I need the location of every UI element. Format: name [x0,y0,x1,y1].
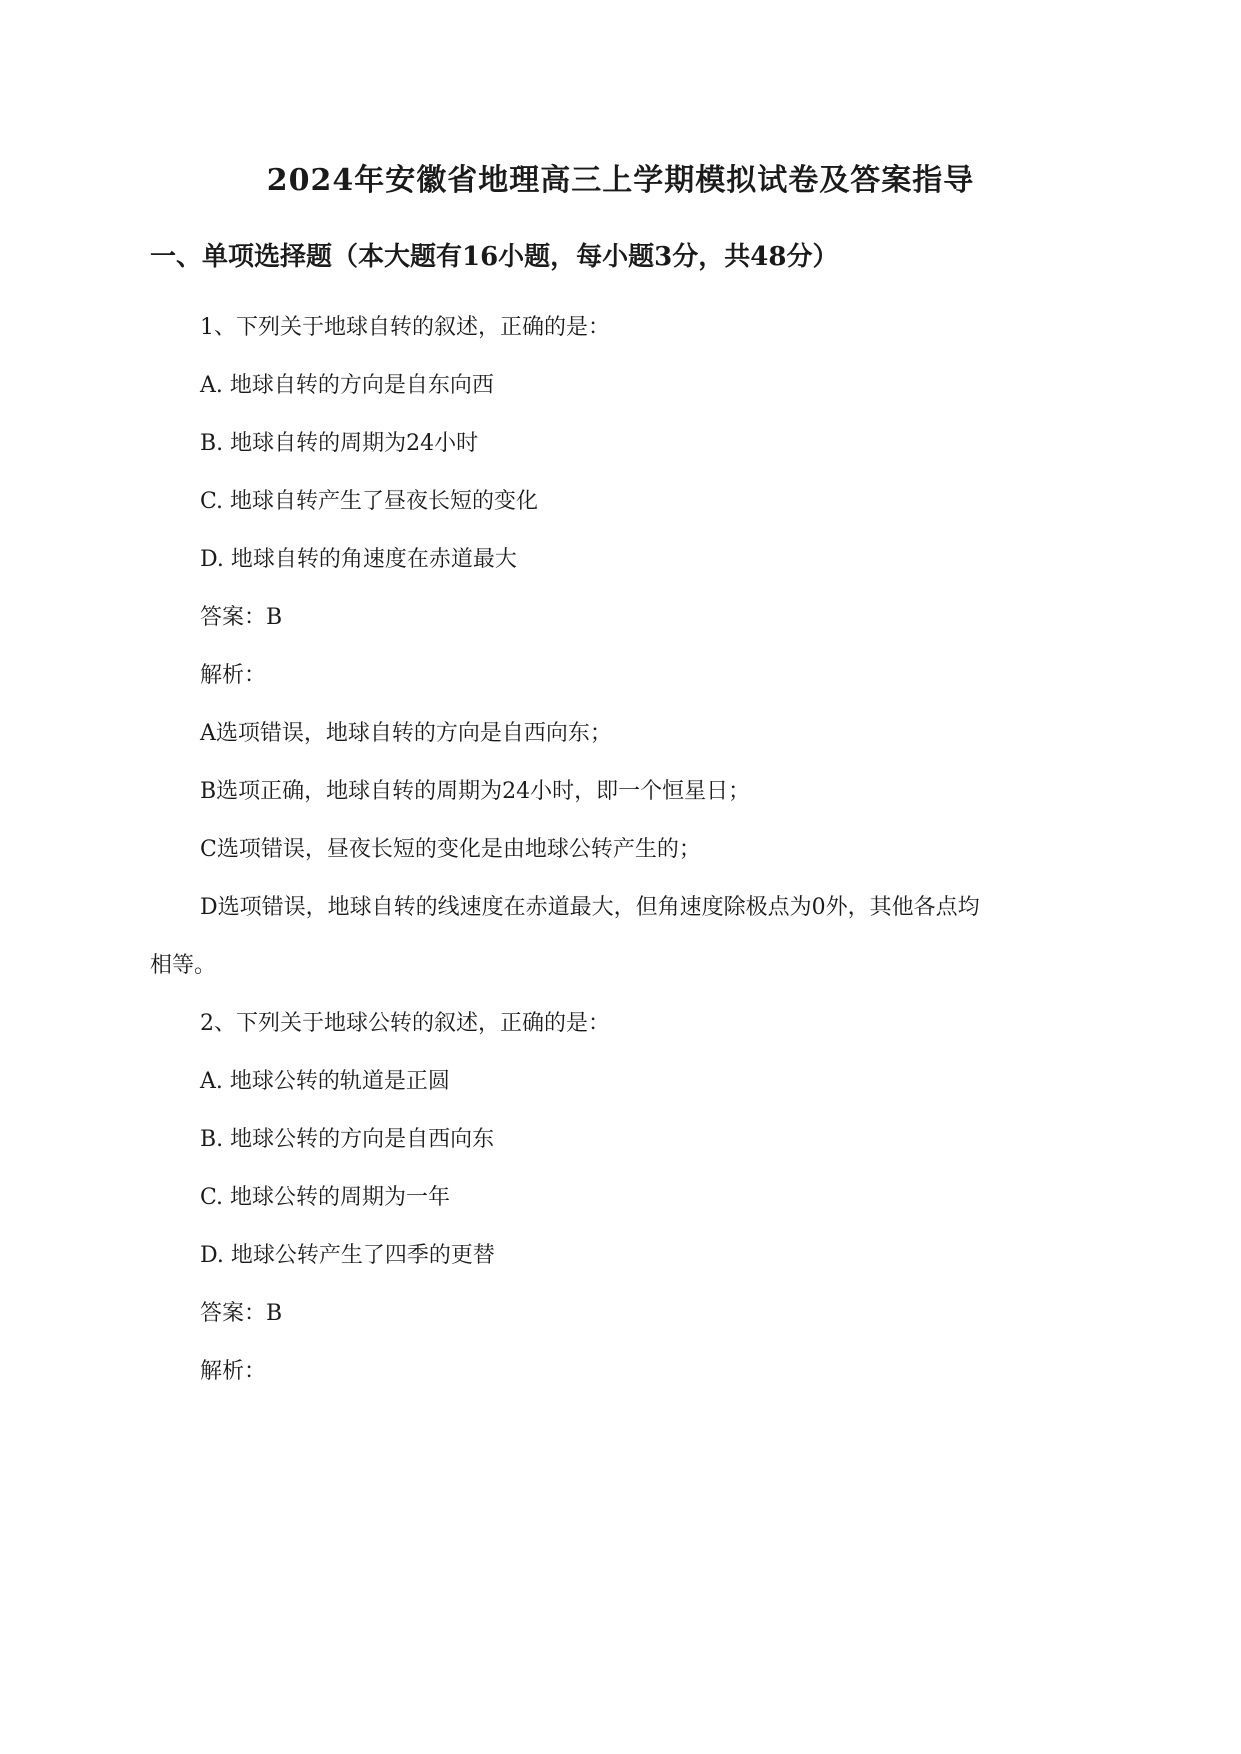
question-1-analysis-line: C选项错误，昼夜长短的变化是由地球公转产生的； [200,837,701,862]
section-heading: 一、单项选择题（本大题有16小题，每小题3分，共48分） [150,242,839,272]
question-2-option-d: D. 地球公转产生了四季的更替 [200,1243,495,1268]
question-1-option-c: C. 地球自转产生了昼夜长短的变化 [200,489,539,514]
question-1-analysis-label: 解析： [200,663,267,688]
question-2-stem: 2、下列关于地球公转的叙述，正确的是： [200,1011,610,1036]
question-1-option-a: A. 地球自转的方向是自东向西 [200,373,494,398]
question-1-analysis-line: 相等。 [150,953,217,978]
question-2-option-b: B. 地球公转的方向是自西向东 [200,1127,495,1152]
question-1-analysis-line: B选项正确，地球自转的周期为24小时，即一个恒星日； [200,779,751,804]
question-1-analysis-line: A选项错误，地球自转的方向是自西向东； [200,721,612,746]
question-1-option-b: B. 地球自转的周期为24小时 [200,431,479,456]
question-2-option-a: A. 地球公转的轨道是正圆 [200,1069,450,1094]
question-1-answer: 答案：B [200,605,283,630]
document-title: 2024年安徽省地理高三上学期模拟试卷及答案指导 [266,163,975,198]
question-1-stem: 1、下列关于地球自转的叙述，正确的是： [200,315,610,340]
question-1-analysis-line: D选项错误，地球自转的线速度在赤道最大，但角速度除极点为0外，其他各点均 [200,895,980,920]
question-2-analysis-label: 解析： [200,1359,267,1384]
question-2-answer: 答案：B [200,1301,283,1326]
question-1-option-d: D. 地球自转的角速度在赤道最大 [200,547,517,572]
question-2-option-c: C. 地球公转的周期为一年 [200,1185,451,1210]
